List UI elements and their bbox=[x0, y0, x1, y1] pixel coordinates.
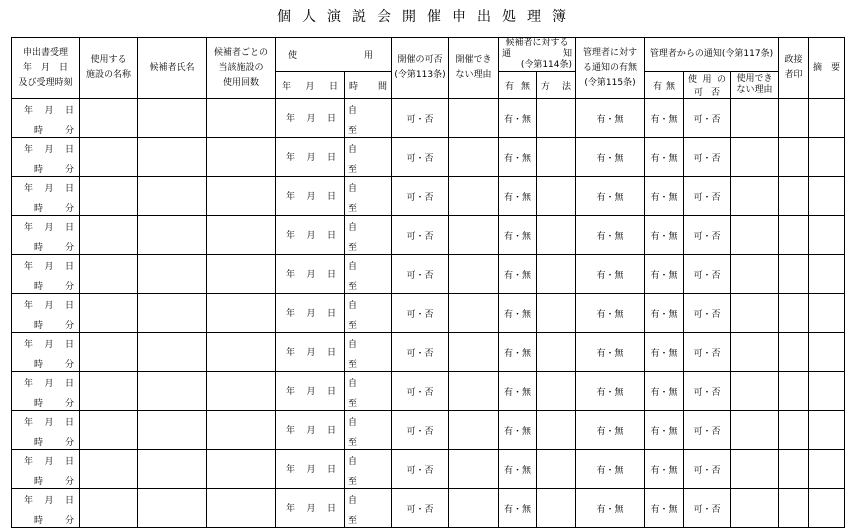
manager-refusal-reason-cell[interactable] bbox=[731, 138, 779, 177]
header-usage-date: 年 月 日 bbox=[276, 72, 345, 99]
usage-date-cell[interactable]: 年 月 日 bbox=[276, 411, 345, 450]
candidate-name-cell[interactable] bbox=[138, 99, 207, 138]
header-notice-from-manager: 管理者からの通知(令第117条) bbox=[645, 38, 779, 72]
usage-count-cell[interactable] bbox=[207, 489, 276, 528]
manager-refusal-reason-cell[interactable] bbox=[731, 372, 779, 411]
candidate-notice-umu-cell[interactable]: 有・無 bbox=[499, 333, 537, 372]
holding-refusal-reason-cell[interactable] bbox=[449, 138, 499, 177]
usage-count-cell[interactable] bbox=[207, 177, 276, 216]
usage-count-cell[interactable] bbox=[207, 99, 276, 138]
usage-date-cell[interactable]: 年 月 日 bbox=[276, 255, 345, 294]
usage-time-cell[interactable]: 自 至 bbox=[345, 138, 392, 177]
usage-date-cell[interactable]: 年 月 日 bbox=[276, 372, 345, 411]
usage-count-cell[interactable] bbox=[207, 411, 276, 450]
manager-usage-allowed-cell[interactable]: 可・否 bbox=[684, 411, 731, 450]
remarks-cell[interactable] bbox=[809, 372, 845, 411]
manager-notice-umu-cell[interactable]: 有・無 bbox=[576, 372, 645, 411]
usage-time-cell[interactable]: 自 至 bbox=[345, 489, 392, 528]
remarks-cell[interactable] bbox=[809, 99, 845, 138]
remarks-cell[interactable] bbox=[809, 333, 845, 372]
holding-refusal-reason-cell[interactable] bbox=[449, 177, 499, 216]
candidate-name-cell[interactable] bbox=[138, 372, 207, 411]
holding-allowed-cell[interactable]: 可・否 bbox=[392, 294, 449, 333]
manager-notice-umu-cell[interactable]: 有・無 bbox=[576, 255, 645, 294]
candidate-notice-method-cell[interactable] bbox=[537, 294, 576, 333]
seal-cell[interactable] bbox=[779, 372, 809, 411]
candidate-name-cell[interactable] bbox=[138, 216, 207, 255]
holding-refusal-reason-cell[interactable] bbox=[449, 372, 499, 411]
candidate-notice-method-cell[interactable] bbox=[537, 177, 576, 216]
manager-notice-umu-cell[interactable]: 有・無 bbox=[576, 333, 645, 372]
manager-notice-from-umu-cell[interactable]: 有・無 bbox=[645, 411, 684, 450]
receipt-datetime-cell[interactable]: 年 月 日 時 分 bbox=[12, 99, 80, 138]
usage-count-cell[interactable] bbox=[207, 294, 276, 333]
header-candidate-notice: 候補者に対する 通 知 (令第114条) bbox=[499, 38, 576, 72]
manager-refusal-reason-cell[interactable] bbox=[731, 99, 779, 138]
manager-notice-from-umu-cell[interactable]: 有・無 bbox=[645, 372, 684, 411]
receipt-datetime-cell[interactable]: 年 月 日 時 分 bbox=[12, 294, 80, 333]
header-candidate-notice-method: 方 法 bbox=[537, 72, 576, 99]
usage-date-cell[interactable]: 年 月 日 bbox=[276, 216, 345, 255]
table-row bbox=[12, 294, 845, 333]
usage-count-cell[interactable] bbox=[207, 333, 276, 372]
page-title: 個人演説会開催申出処理簿 bbox=[277, 9, 577, 25]
table-row bbox=[12, 99, 845, 138]
manager-notice-from-umu-cell[interactable]: 有・無 bbox=[645, 333, 684, 372]
usage-time-cell[interactable]: 自 至 bbox=[345, 411, 392, 450]
candidate-notice-method-cell[interactable] bbox=[537, 99, 576, 138]
receipt-datetime-cell[interactable]: 年 月 日 時 分 bbox=[12, 489, 80, 528]
candidate-notice-method-cell[interactable] bbox=[537, 450, 576, 489]
header-holding-allowed: 開催の可否 (令第113条) bbox=[392, 38, 449, 99]
manager-usage-allowed-cell[interactable]: 可・否 bbox=[684, 489, 731, 528]
candidate-name-cell[interactable] bbox=[138, 177, 207, 216]
table-row bbox=[12, 333, 845, 372]
candidate-notice-umu-cell[interactable]: 有・無 bbox=[499, 372, 537, 411]
usage-count-cell[interactable] bbox=[207, 372, 276, 411]
manager-usage-allowed-cell[interactable]: 可・否 bbox=[684, 333, 731, 372]
manager-refusal-reason-cell[interactable] bbox=[731, 255, 779, 294]
table-row bbox=[12, 138, 845, 177]
seal-cell[interactable] bbox=[779, 294, 809, 333]
manager-usage-allowed-cell[interactable]: 可・否 bbox=[684, 255, 731, 294]
manager-notice-umu-cell[interactable]: 有・無 bbox=[576, 294, 645, 333]
holding-allowed-cell[interactable]: 可・否 bbox=[392, 489, 449, 528]
manager-notice-umu-cell[interactable]: 有・無 bbox=[576, 489, 645, 528]
candidate-notice-method-cell[interactable] bbox=[537, 489, 576, 528]
candidate-name-cell[interactable] bbox=[138, 450, 207, 489]
manager-notice-umu-cell[interactable]: 有・無 bbox=[576, 411, 645, 450]
holding-refusal-reason-cell[interactable] bbox=[449, 255, 499, 294]
candidate-name-cell[interactable] bbox=[138, 411, 207, 450]
manager-notice-from-umu-cell[interactable]: 有・無 bbox=[645, 294, 684, 333]
facility-name-cell[interactable] bbox=[80, 255, 138, 294]
candidate-notice-umu-cell[interactable]: 有・無 bbox=[499, 411, 537, 450]
manager-refusal-reason-cell[interactable] bbox=[731, 333, 779, 372]
candidate-notice-umu-cell[interactable]: 有・無 bbox=[499, 450, 537, 489]
holding-refusal-reason-cell[interactable] bbox=[449, 411, 499, 450]
manager-refusal-reason-cell[interactable] bbox=[731, 294, 779, 333]
seal-cell[interactable] bbox=[779, 333, 809, 372]
register-table bbox=[11, 37, 845, 528]
candidate-notice-method-cell[interactable] bbox=[537, 216, 576, 255]
candidate-notice-umu-cell[interactable]: 有・無 bbox=[499, 138, 537, 177]
table-row bbox=[12, 489, 845, 528]
header-holding-refusal-reason: 開催でき ない理由 bbox=[449, 38, 499, 99]
receipt-datetime-cell[interactable]: 年 月 日 時 分 bbox=[12, 216, 80, 255]
header-manager-refusal-reason: 使用でき ない理由 bbox=[731, 72, 779, 99]
receipt-datetime-cell[interactable]: 年 月 日 時 分 bbox=[12, 333, 80, 372]
holding-allowed-cell[interactable]: 可・否 bbox=[392, 99, 449, 138]
manager-notice-umu-cell[interactable]: 有・無 bbox=[576, 450, 645, 489]
manager-usage-allowed-cell[interactable]: 可・否 bbox=[684, 372, 731, 411]
usage-time-cell[interactable]: 自 至 bbox=[345, 333, 392, 372]
manager-notice-umu-cell[interactable]: 有・無 bbox=[576, 138, 645, 177]
remarks-cell[interactable] bbox=[809, 450, 845, 489]
facility-name-cell[interactable] bbox=[80, 216, 138, 255]
usage-count-cell[interactable] bbox=[207, 255, 276, 294]
manager-refusal-reason-cell[interactable] bbox=[731, 216, 779, 255]
usage-count-cell[interactable] bbox=[207, 216, 276, 255]
candidate-name-cell[interactable] bbox=[138, 138, 207, 177]
manager-notice-umu-cell[interactable]: 有・無 bbox=[576, 177, 645, 216]
manager-usage-allowed-cell[interactable]: 可・否 bbox=[684, 177, 731, 216]
facility-name-cell[interactable] bbox=[80, 333, 138, 372]
receipt-datetime-cell[interactable]: 年 月 日 時 分 bbox=[12, 138, 80, 177]
usage-time-cell[interactable]: 自 至 bbox=[345, 216, 392, 255]
manager-notice-from-umu-cell[interactable]: 有・無 bbox=[645, 138, 684, 177]
remarks-cell[interactable] bbox=[809, 489, 845, 528]
header-candidate-notice-umu: 有 無 bbox=[499, 72, 537, 99]
manager-notice-from-umu-cell[interactable]: 有・無 bbox=[645, 99, 684, 138]
seal-cell[interactable] bbox=[779, 216, 809, 255]
usage-date-cell[interactable]: 年 月 日 bbox=[276, 177, 345, 216]
header-facility-name: 使用する 施設の名称 bbox=[80, 38, 138, 99]
table-row bbox=[12, 177, 845, 216]
manager-usage-allowed-cell[interactable]: 可・否 bbox=[684, 450, 731, 489]
usage-time-cell[interactable]: 自 至 bbox=[345, 99, 392, 138]
holding-refusal-reason-cell[interactable] bbox=[449, 294, 499, 333]
holding-allowed-cell[interactable]: 可・否 bbox=[392, 255, 449, 294]
facility-name-cell[interactable] bbox=[80, 138, 138, 177]
manager-notice-from-umu-cell[interactable]: 有・無 bbox=[645, 489, 684, 528]
receipt-datetime-cell[interactable]: 年 月 日 時 分 bbox=[12, 177, 80, 216]
usage-date-cell[interactable]: 年 月 日 bbox=[276, 333, 345, 372]
manager-usage-allowed-cell[interactable]: 可・否 bbox=[684, 138, 731, 177]
holding-refusal-reason-cell[interactable] bbox=[449, 333, 499, 372]
manager-notice-umu-cell[interactable]: 有・無 bbox=[576, 216, 645, 255]
candidate-name-cell[interactable] bbox=[138, 489, 207, 528]
candidate-notice-method-cell[interactable] bbox=[537, 255, 576, 294]
candidate-notice-umu-cell[interactable]: 有・無 bbox=[499, 177, 537, 216]
facility-name-cell[interactable] bbox=[80, 177, 138, 216]
manager-notice-umu-cell[interactable]: 有・無 bbox=[576, 99, 645, 138]
holding-refusal-reason-cell[interactable] bbox=[449, 99, 499, 138]
candidate-notice-method-cell[interactable] bbox=[537, 411, 576, 450]
manager-notice-from-umu-cell[interactable]: 有・無 bbox=[645, 177, 684, 216]
manager-refusal-reason-cell[interactable] bbox=[731, 450, 779, 489]
candidate-notice-method-cell[interactable] bbox=[537, 138, 576, 177]
manager-usage-allowed-cell[interactable]: 可・否 bbox=[684, 294, 731, 333]
header-seal: 政接 者印 bbox=[779, 38, 809, 99]
seal-cell[interactable] bbox=[779, 177, 809, 216]
receipt-datetime-cell[interactable]: 年 月 日 時 分 bbox=[12, 411, 80, 450]
usage-time-cell[interactable]: 自 至 bbox=[345, 294, 392, 333]
candidate-notice-umu-cell[interactable]: 有・無 bbox=[499, 216, 537, 255]
manager-usage-allowed-cell[interactable]: 可・否 bbox=[684, 99, 731, 138]
usage-date-cell[interactable]: 年 月 日 bbox=[276, 489, 345, 528]
usage-date-cell[interactable]: 年 月 日 bbox=[276, 99, 345, 138]
candidate-notice-umu-cell[interactable]: 有・無 bbox=[499, 99, 537, 138]
usage-date-cell[interactable]: 年 月 日 bbox=[276, 294, 345, 333]
holding-allowed-cell[interactable]: 可・否 bbox=[392, 411, 449, 450]
facility-name-cell[interactable] bbox=[80, 411, 138, 450]
table-row bbox=[12, 216, 845, 255]
remarks-cell[interactable] bbox=[809, 177, 845, 216]
candidate-name-cell[interactable] bbox=[138, 294, 207, 333]
remarks-cell[interactable] bbox=[809, 216, 845, 255]
remarks-cell[interactable] bbox=[809, 138, 845, 177]
candidate-notice-umu-cell[interactable]: 有・無 bbox=[499, 489, 537, 528]
header-manager-notice-umu: 有 無 bbox=[645, 72, 684, 99]
holding-allowed-cell[interactable]: 可・否 bbox=[392, 138, 449, 177]
usage-date-cell[interactable]: 年 月 日 bbox=[276, 138, 345, 177]
holding-refusal-reason-cell[interactable] bbox=[449, 489, 499, 528]
header-candidate-name: 候補者氏名 bbox=[138, 38, 207, 99]
header-usage-time: 時 間 bbox=[345, 72, 392, 99]
usage-time-cell[interactable]: 自 至 bbox=[345, 177, 392, 216]
usage-count-cell[interactable] bbox=[207, 450, 276, 489]
manager-refusal-reason-cell[interactable] bbox=[731, 489, 779, 528]
receipt-datetime-cell[interactable]: 年 月 日 時 分 bbox=[12, 372, 80, 411]
header-manager-usage-allowed: 使 用 の 可 否 bbox=[684, 72, 731, 99]
manager-notice-from-umu-cell[interactable]: 有・無 bbox=[645, 216, 684, 255]
usage-time-cell[interactable]: 自 至 bbox=[345, 372, 392, 411]
manager-notice-from-umu-cell[interactable]: 有・無 bbox=[645, 450, 684, 489]
holding-allowed-cell[interactable]: 可・否 bbox=[392, 216, 449, 255]
holding-allowed-cell[interactable]: 可・否 bbox=[392, 372, 449, 411]
candidate-notice-method-cell[interactable] bbox=[537, 372, 576, 411]
remarks-cell[interactable] bbox=[809, 294, 845, 333]
candidate-notice-umu-cell[interactable]: 有・無 bbox=[499, 294, 537, 333]
table-row bbox=[12, 372, 845, 411]
candidate-name-cell[interactable] bbox=[138, 255, 207, 294]
candidate-notice-method-cell[interactable] bbox=[537, 333, 576, 372]
remarks-cell[interactable] bbox=[809, 411, 845, 450]
seal-cell[interactable] bbox=[779, 411, 809, 450]
seal-cell[interactable] bbox=[779, 99, 809, 138]
header-manager-notice: 管理者に対す る通知の有無 (令第115条) bbox=[576, 38, 645, 99]
facility-name-cell[interactable] bbox=[80, 489, 138, 528]
holding-allowed-cell[interactable]: 可・否 bbox=[392, 333, 449, 372]
manager-notice-from-umu-cell[interactable]: 有・無 bbox=[645, 255, 684, 294]
header-usage-count: 候補者ごとの 当該施設の 使用回数 bbox=[207, 38, 276, 99]
remarks-cell[interactable] bbox=[809, 255, 845, 294]
candidate-name-cell[interactable] bbox=[138, 333, 207, 372]
facility-name-cell[interactable] bbox=[80, 99, 138, 138]
seal-cell[interactable] bbox=[779, 489, 809, 528]
table-row bbox=[12, 255, 845, 294]
facility-name-cell[interactable] bbox=[80, 294, 138, 333]
usage-date-cell[interactable]: 年 月 日 bbox=[276, 450, 345, 489]
holding-refusal-reason-cell[interactable] bbox=[449, 450, 499, 489]
table-row bbox=[12, 450, 845, 489]
header-receipt-datetime: 申出書受理 年 月 日 及び受理時刻 bbox=[12, 38, 80, 99]
facility-name-cell[interactable] bbox=[80, 372, 138, 411]
usage-time-cell[interactable]: 自 至 bbox=[345, 450, 392, 489]
candidate-notice-umu-cell[interactable]: 有・無 bbox=[499, 255, 537, 294]
usage-count-cell[interactable] bbox=[207, 138, 276, 177]
seal-cell[interactable] bbox=[779, 450, 809, 489]
manager-refusal-reason-cell[interactable] bbox=[731, 411, 779, 450]
usage-time-cell[interactable]: 自 至 bbox=[345, 255, 392, 294]
receipt-datetime-cell[interactable]: 年 月 日 時 分 bbox=[12, 450, 80, 489]
seal-cell[interactable] bbox=[779, 138, 809, 177]
facility-name-cell[interactable] bbox=[80, 450, 138, 489]
table-row bbox=[12, 411, 845, 450]
holding-allowed-cell[interactable]: 可・否 bbox=[392, 177, 449, 216]
header-remarks: 摘 要 bbox=[809, 38, 845, 99]
seal-cell[interactable] bbox=[779, 255, 809, 294]
receipt-datetime-cell[interactable]: 年 月 日 時 分 bbox=[12, 255, 80, 294]
holding-allowed-cell[interactable]: 可・否 bbox=[392, 450, 449, 489]
manager-refusal-reason-cell[interactable] bbox=[731, 177, 779, 216]
header-usage: 使 用 bbox=[276, 38, 392, 72]
holding-refusal-reason-cell[interactable] bbox=[449, 216, 499, 255]
manager-usage-allowed-cell[interactable]: 可・否 bbox=[684, 216, 731, 255]
